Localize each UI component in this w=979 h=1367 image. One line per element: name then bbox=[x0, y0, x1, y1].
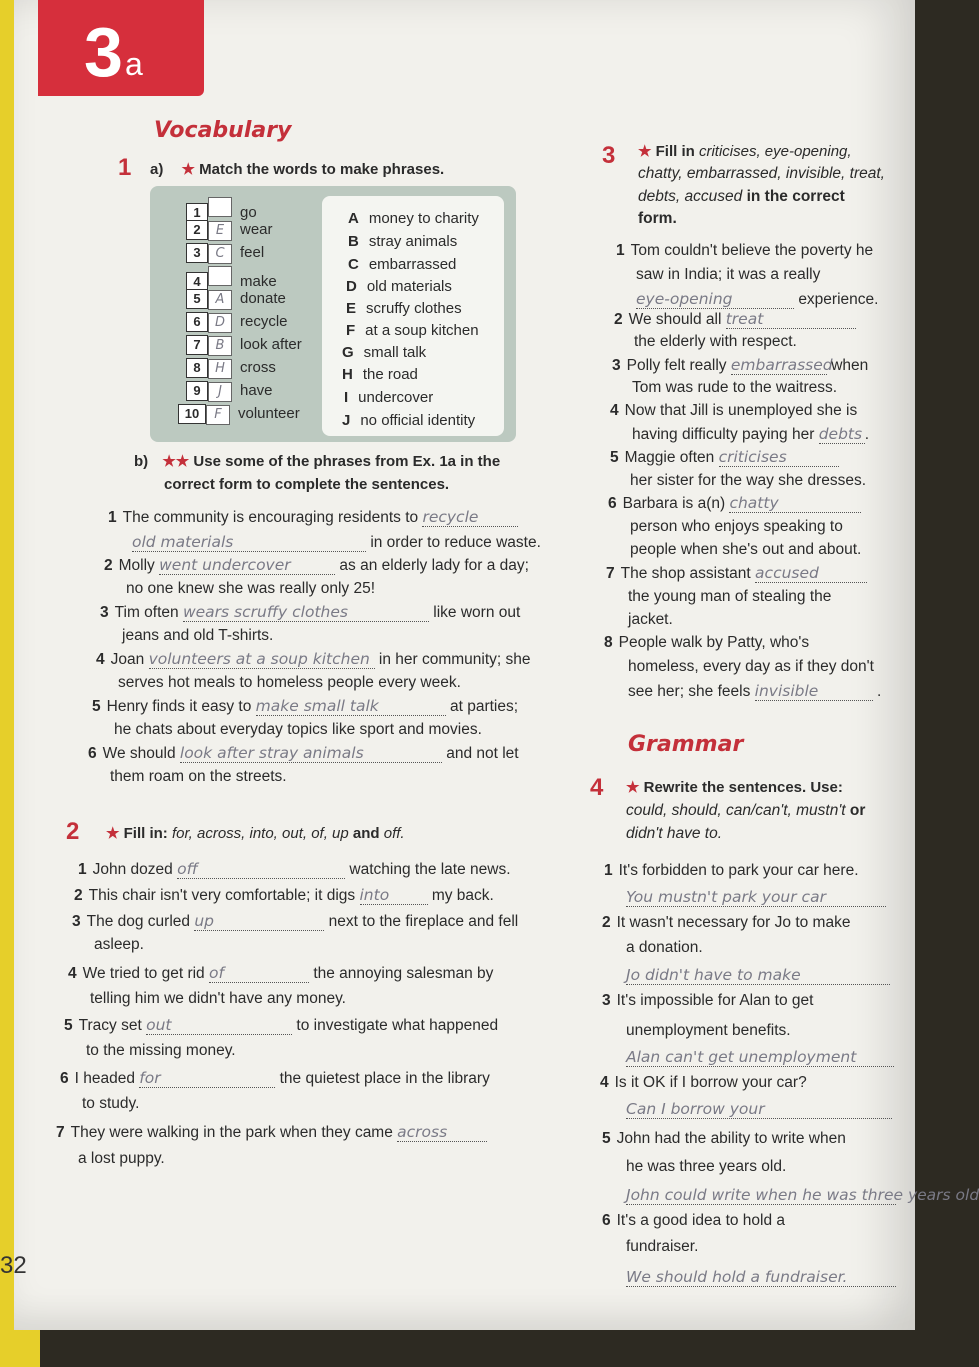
answer-box[interactable]: J bbox=[208, 382, 232, 402]
sentence: 3 It's impossible for Alan to get bbox=[602, 992, 814, 1009]
answer-box[interactable]: H bbox=[208, 359, 232, 379]
sentence: 1 It's forbidden to park your car here. bbox=[604, 862, 859, 879]
sentence-line: person who enjoys speaking to bbox=[630, 518, 843, 535]
sentence: 1 John dozed off watching the late news. bbox=[78, 860, 511, 878]
sentence-line: he chats about everyday topics like sport and movies. bbox=[114, 721, 482, 738]
answer-field[interactable]: Alan can't get unemployment bbox=[626, 1048, 894, 1067]
match-left-item: 7 B look after bbox=[186, 335, 302, 356]
exercise-3-instruction-line4: form. bbox=[638, 210, 677, 227]
match-right-item: E scruffy clothes bbox=[346, 300, 462, 317]
answer-box[interactable]: A bbox=[208, 290, 232, 310]
answer-field[interactable]: You mustn't park your car bbox=[626, 888, 886, 907]
answer-field[interactable]: eye-opening bbox=[636, 290, 794, 309]
answer-box[interactable] bbox=[208, 197, 232, 217]
answer-line bbox=[626, 966, 890, 985]
answer-field[interactable]: wears scruffy clothes bbox=[183, 603, 429, 622]
sentence: 7 They were walking in the park when they came across bbox=[56, 1123, 487, 1142]
answer-field[interactable]: John could write when he was three years old bbox=[626, 1186, 979, 1204]
sentence: 6 I headed for the quietest place in the library bbox=[60, 1069, 490, 1087]
sentence-line: eye-opening experience. bbox=[636, 290, 879, 308]
match-left-item: 5 A donate bbox=[186, 289, 286, 310]
answer-field[interactable]: old materials bbox=[132, 533, 366, 552]
sentence: 3 Tim often wears scruffy clothes like worn out bbox=[100, 603, 521, 621]
sentence-line: he was three years old. bbox=[626, 1158, 787, 1175]
answer-field[interactable]: across bbox=[397, 1123, 487, 1142]
match-right-item: J no official identity bbox=[342, 412, 476, 429]
sentence-line: no one knew she was really only 25! bbox=[126, 580, 376, 597]
star-icon: ★ bbox=[626, 779, 640, 796]
exercise-3-instruction: ★ Fill in criticises, eye-opening, bbox=[638, 143, 852, 160]
match-left-item: 1 go bbox=[186, 197, 257, 223]
answer-field[interactable]: debts bbox=[819, 425, 865, 444]
vocabulary-heading: Vocabulary bbox=[154, 118, 292, 143]
exercise-4-instruction: ★ Rewrite the sentences. Use: bbox=[626, 779, 843, 796]
match-left-item: 10 F volunteer bbox=[178, 404, 300, 425]
answer-line bbox=[626, 1100, 892, 1119]
match-right-item: B stray animals bbox=[348, 233, 458, 250]
unit-suffix: a bbox=[125, 46, 143, 82]
answer-field[interactable]: treat bbox=[726, 310, 856, 329]
sentence: 2 This chair isn't very comfortable; it digs into my back. bbox=[74, 886, 494, 904]
sentence-line: the elderly with respect. bbox=[634, 333, 797, 350]
sentence: 1 The community is encouraging residents to recycle bbox=[108, 508, 518, 527]
sentence: 5 Maggie often criticises bbox=[610, 448, 839, 467]
answer-field[interactable]: volunteers at a soup kitchen bbox=[149, 650, 375, 669]
sentence-line: fundraiser. bbox=[626, 1238, 699, 1255]
sentence: 7 The shop assistant accused bbox=[606, 564, 867, 583]
sentence-line: having difficulty paying her debts . bbox=[632, 425, 870, 443]
exercise-1a-instruction: a) ★ Match the words to make phrases. bbox=[150, 161, 445, 178]
sentence: 3 Polly felt really embarrassed when bbox=[612, 356, 869, 374]
match-right-item: G small talk bbox=[342, 344, 427, 361]
exercise-number: 4 bbox=[590, 774, 604, 801]
match-left-item: 2 E wear bbox=[186, 220, 273, 241]
exercise-number: 3 bbox=[602, 142, 616, 169]
sentence-line: telling him we didn't have any money. bbox=[90, 990, 346, 1007]
answer-box[interactable]: E bbox=[208, 221, 232, 241]
sentence-line: a lost puppy. bbox=[78, 1150, 165, 1167]
answer-line bbox=[626, 1268, 896, 1287]
answer-field[interactable]: make small talk bbox=[256, 697, 446, 716]
match-right-item: D old materials bbox=[346, 278, 452, 295]
sentence-line: serves hot meals to homeless people every week. bbox=[118, 674, 461, 691]
sentence: 5 John had the ability to write when bbox=[602, 1130, 846, 1147]
match-right-item: F at a soup kitchen bbox=[346, 322, 479, 339]
sentence: 4 We tried to get rid of the annoying salesman by bbox=[68, 964, 494, 982]
sentence: 4 Now that Jill is unemployed she is bbox=[610, 402, 858, 419]
answer-field[interactable]: up bbox=[194, 912, 324, 931]
answer-box[interactable]: D bbox=[208, 313, 232, 333]
sentence-line: jeans and old T-shirts. bbox=[122, 627, 274, 644]
sentence-line: unemployment benefits. bbox=[626, 1022, 791, 1039]
star-icon: ★ bbox=[106, 825, 120, 842]
answer-box[interactable]: F bbox=[206, 405, 230, 425]
answer-line bbox=[626, 1048, 894, 1067]
exercise-4-instruction-line3: didn't have to. bbox=[626, 825, 723, 842]
match-left-item: 9 J have bbox=[186, 381, 273, 402]
answer-line bbox=[626, 888, 886, 907]
answer-field[interactable]: into bbox=[360, 886, 428, 905]
answer-field[interactable]: of bbox=[209, 964, 309, 983]
sentence: 1 Tom couldn't believe the poverty he bbox=[616, 242, 874, 259]
answer-field[interactable]: Jo didn't have to make bbox=[626, 966, 890, 985]
grammar-heading: Grammar bbox=[628, 732, 744, 757]
sentence-line: Tom was rude to the waitress. bbox=[632, 379, 838, 396]
sentence-line: the young man of stealing the bbox=[628, 588, 832, 605]
sentence-line: jacket. bbox=[628, 611, 673, 628]
match-right-item: A money to charity bbox=[348, 210, 479, 227]
exercise-1b-instruction: b) ★★ Use some of the phrases from Ex. 1a in the bbox=[134, 453, 501, 470]
sentence-line: asleep. bbox=[94, 936, 144, 953]
sentence: 2 We should all treat bbox=[614, 310, 856, 329]
match-right-item: H the road bbox=[342, 366, 418, 383]
answer-box[interactable] bbox=[208, 266, 232, 286]
answer-field[interactable]: out bbox=[146, 1016, 292, 1035]
sentence: 2 It wasn't necessary for Jo to make bbox=[602, 914, 851, 931]
star-icon: ★★ bbox=[162, 453, 190, 470]
unit-number: 3 bbox=[84, 13, 123, 91]
sentence-line: a donation. bbox=[626, 939, 703, 956]
sentence-line: her sister for the way she dresses. bbox=[630, 472, 867, 489]
answer-field[interactable]: embarrassed bbox=[730, 356, 833, 374]
page-number: 32 bbox=[0, 1252, 27, 1279]
sentence: 2 Molly went undercover as an elderly lady for a day; bbox=[104, 556, 529, 574]
exercise-1b-instruction-line2: correct form to complete the sentences. bbox=[164, 476, 450, 493]
answer-field[interactable]: invisible bbox=[755, 682, 873, 701]
sentence-line: to the missing money. bbox=[86, 1042, 236, 1059]
answer-field[interactable]: Can I borrow your bbox=[626, 1100, 892, 1119]
answer-box[interactable]: B bbox=[208, 336, 232, 356]
answer-field[interactable]: off bbox=[177, 860, 345, 879]
sentence-line: homeless, every day as if they don't bbox=[628, 658, 874, 675]
sentence-line: them roam on the streets. bbox=[110, 768, 287, 785]
match-left-item: 4 make bbox=[186, 266, 277, 292]
exercise-number: 2 bbox=[66, 818, 80, 845]
match-left-item: 3 C feel bbox=[186, 243, 264, 264]
exercise-3-instruction-line3: debts, accused in the correct bbox=[638, 188, 845, 205]
answer-line bbox=[626, 1186, 979, 1205]
sentence: 5 Henry finds it easy to make small talk at parties; bbox=[92, 697, 519, 715]
exercise-4-instruction-line2: could, should, can/can't, mustn't or bbox=[626, 802, 866, 819]
exercise-3-instruction-line2: chatty, embarrassed, invisible, treat, bbox=[638, 165, 885, 182]
answer-field[interactable]: recycle bbox=[422, 508, 518, 527]
answer-field[interactable]: accused bbox=[755, 564, 867, 583]
sentence: 6 We should look after stray animals and not let bbox=[88, 744, 519, 762]
sentence-line: people when she's out and about. bbox=[630, 541, 862, 558]
star-icon: ★ bbox=[638, 143, 652, 160]
sentence-line: to study. bbox=[82, 1095, 140, 1112]
match-right-item: C embarrassed bbox=[348, 256, 457, 273]
sentence: 4 Joan volunteers at a soup kitchen in her community; she bbox=[96, 650, 531, 668]
answer-box[interactable]: C bbox=[208, 244, 232, 264]
answer-field[interactable]: for bbox=[139, 1069, 275, 1088]
answer-field[interactable]: We should hold a fundraiser. bbox=[626, 1268, 896, 1287]
exercise-2-instruction: ★ Fill in: for, across, into, out, of, up and off. bbox=[106, 825, 405, 842]
sentence-line: see her; she feels invisible . bbox=[628, 682, 882, 700]
sentence: 3 The dog curled up next to the fireplace and fell bbox=[72, 912, 519, 930]
sentence: 4 Is it OK if I borrow your car? bbox=[600, 1074, 807, 1091]
match-left-item: 8 H cross bbox=[186, 358, 276, 379]
sentence: 8 People walk by Patty, who's bbox=[604, 634, 810, 651]
sentence: 6 Barbara is a(n) chatty bbox=[608, 494, 861, 513]
answer-field[interactable]: look after stray animals bbox=[180, 744, 442, 763]
answer-field[interactable]: went undercover bbox=[159, 556, 335, 575]
exercise-number: 1 bbox=[118, 154, 132, 181]
answer-field[interactable]: chatty bbox=[729, 494, 861, 513]
sentence-line: saw in India; it was a really bbox=[636, 266, 821, 283]
match-left-item: 6 D recycle bbox=[186, 312, 288, 333]
sentence-line: old materials in order to reduce waste. bbox=[132, 533, 541, 551]
match-right-item: I undercover bbox=[344, 389, 434, 406]
star-icon: ★ bbox=[181, 161, 195, 178]
sentence: 5 Tracy set out to investigate what happened bbox=[64, 1016, 499, 1034]
sentence: 6 It's a good idea to hold a bbox=[602, 1212, 786, 1229]
answer-field[interactable]: criticises bbox=[719, 448, 839, 467]
